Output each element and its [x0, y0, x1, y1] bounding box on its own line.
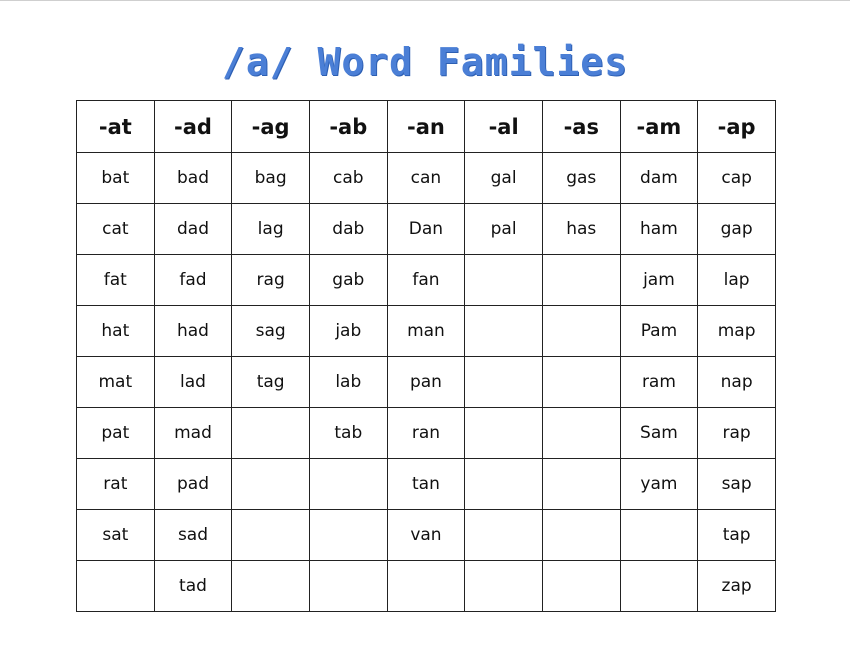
word-cell: sag: [232, 306, 310, 357]
word-cell: [387, 561, 465, 612]
column-header: -am: [620, 101, 698, 153]
word-cell: rag: [232, 255, 310, 306]
word-cell: [542, 408, 620, 459]
word-cell: dad: [154, 204, 232, 255]
word-cell: gas: [542, 153, 620, 204]
page-title: /a/ Word Families: [222, 40, 628, 84]
word-cell: mad: [154, 408, 232, 459]
word-cell: can: [387, 153, 465, 204]
word-cell: jam: [620, 255, 698, 306]
word-cell: man: [387, 306, 465, 357]
word-cell: dab: [309, 204, 387, 255]
table-row: [77, 153, 776, 204]
word-cell: gab: [309, 255, 387, 306]
word-cell: jab: [309, 306, 387, 357]
table-row: [77, 204, 776, 255]
table-row: [77, 357, 776, 408]
word-cell: tab: [309, 408, 387, 459]
word-cell: [465, 561, 543, 612]
word-cell: had: [154, 306, 232, 357]
word-cell: [465, 357, 543, 408]
word-cell: gal: [465, 153, 543, 204]
word-cell: [465, 459, 543, 510]
word-cell: lap: [698, 255, 776, 306]
word-cell: [620, 561, 698, 612]
word-cell: fat: [77, 255, 155, 306]
word-cell: dam: [620, 153, 698, 204]
word-cell: [232, 459, 310, 510]
word-cell: tag: [232, 357, 310, 408]
word-cell: [620, 510, 698, 561]
word-cell: [542, 306, 620, 357]
word-cell: pan: [387, 357, 465, 408]
column-header: -al: [465, 101, 543, 153]
word-cell: ram: [620, 357, 698, 408]
word-cell: [542, 561, 620, 612]
word-cell: van: [387, 510, 465, 561]
word-cell: pal: [465, 204, 543, 255]
top-divider: [0, 0, 850, 1]
table-row: [77, 561, 776, 612]
column-header: -an: [387, 101, 465, 153]
word-cell: map: [698, 306, 776, 357]
word-cell: [232, 510, 310, 561]
word-cell: lad: [154, 357, 232, 408]
table-row: [77, 306, 776, 357]
word-cell: hat: [77, 306, 155, 357]
column-header: -ag: [232, 101, 310, 153]
column-header: -ab: [309, 101, 387, 153]
word-cell: [465, 306, 543, 357]
column-header: -ad: [154, 101, 232, 153]
word-cell: ham: [620, 204, 698, 255]
word-cell: [542, 510, 620, 561]
word-cell: [542, 357, 620, 408]
word-cell: rap: [698, 408, 776, 459]
word-cell: Pam: [620, 306, 698, 357]
table-row: [77, 459, 776, 510]
word-cell: fad: [154, 255, 232, 306]
word-cell: [465, 408, 543, 459]
word-cell: ran: [387, 408, 465, 459]
word-cell: has: [542, 204, 620, 255]
word-cell: bag: [232, 153, 310, 204]
word-cell: tap: [698, 510, 776, 561]
word-cell: cap: [698, 153, 776, 204]
table-row: [77, 255, 776, 306]
word-cell: [232, 408, 310, 459]
word-cell: zap: [698, 561, 776, 612]
word-cell: pat: [77, 408, 155, 459]
word-cell: sat: [77, 510, 155, 561]
word-cell: [465, 510, 543, 561]
word-cell: [542, 459, 620, 510]
column-header: -at: [77, 101, 155, 153]
word-cell: fan: [387, 255, 465, 306]
column-header: -as: [542, 101, 620, 153]
word-cell: lag: [232, 204, 310, 255]
header-row: [77, 101, 776, 153]
table-row: [77, 510, 776, 561]
word-cell: sad: [154, 510, 232, 561]
word-cell: sap: [698, 459, 776, 510]
word-cell: [309, 561, 387, 612]
word-cell: [309, 510, 387, 561]
word-cell: gap: [698, 204, 776, 255]
word-cell: tad: [154, 561, 232, 612]
word-cell: cab: [309, 153, 387, 204]
word-cell: rat: [77, 459, 155, 510]
word-cell: lab: [309, 357, 387, 408]
word-cell: Sam: [620, 408, 698, 459]
table-row: [77, 408, 776, 459]
word-cell: Dan: [387, 204, 465, 255]
word-cell: bad: [154, 153, 232, 204]
word-cell: cat: [77, 204, 155, 255]
column-header: -ap: [698, 101, 776, 153]
word-cell: [232, 561, 310, 612]
word-cell: nap: [698, 357, 776, 408]
word-cell: pad: [154, 459, 232, 510]
word-cell: mat: [77, 357, 155, 408]
word-families-table: [76, 100, 776, 612]
word-cell: yam: [620, 459, 698, 510]
word-cell: bat: [77, 153, 155, 204]
word-cell: [465, 255, 543, 306]
word-cell: [77, 561, 155, 612]
word-cell: tan: [387, 459, 465, 510]
word-cell: [542, 255, 620, 306]
word-cell: [309, 459, 387, 510]
